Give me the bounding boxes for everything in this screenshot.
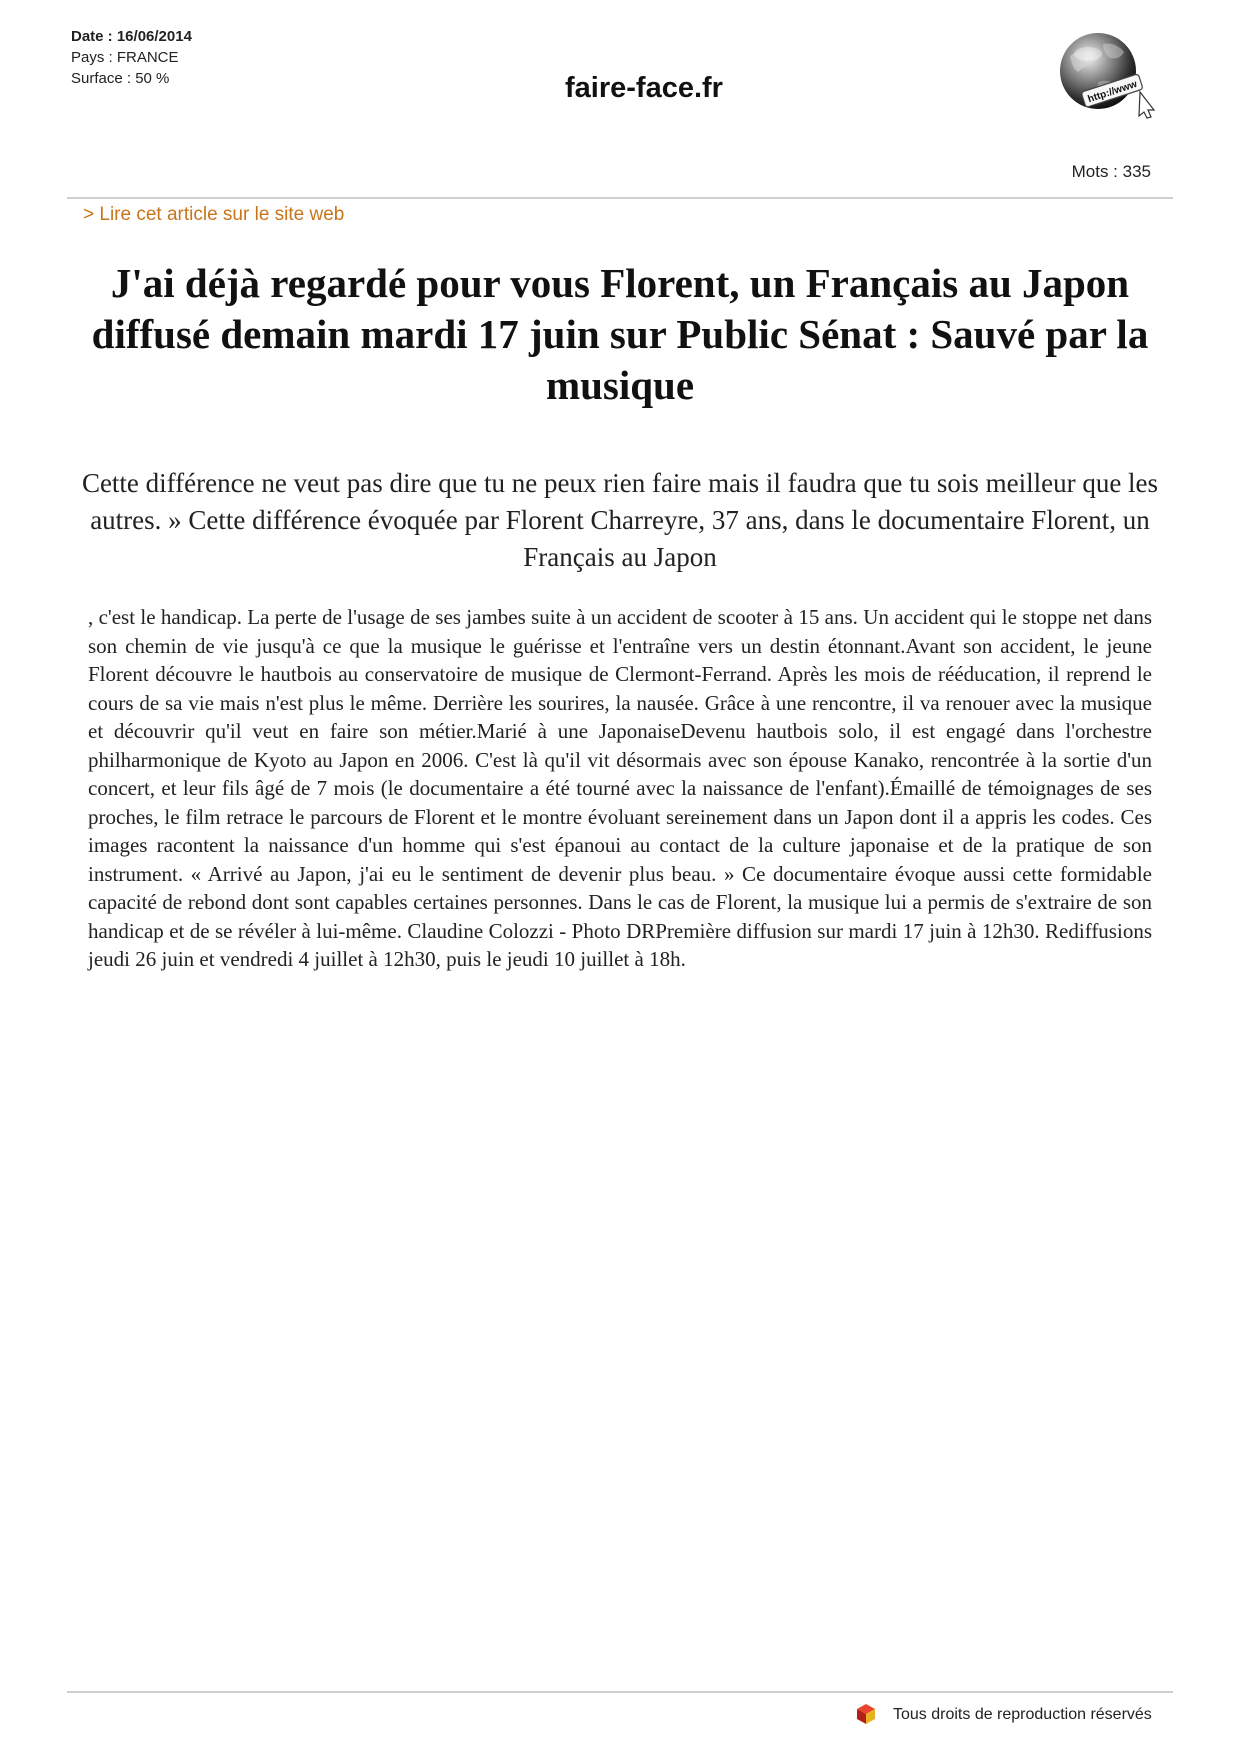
header-divider [67,197,1173,199]
word-count: Mots : 335 [1071,162,1151,181]
country-label: Pays : FRANCE [71,49,179,66]
article-body: , c'est le handicap. La perte de l'usage de ses jambes suite à un accident de scooter à 15 ans. Un accident qui le stoppe net dans son chemin de vie jusqu'à ce que la musique le guérisse et l'entraîne vers un destin étonnant.Avant son accident, le jeune Florent découvre le hautbois au conservatoire de musique de Clermont-Ferrand. Après les mois de rééducation, il reprend le cours de sa vie mais n'est plus le même. Derrière les sourires, la nausée. Grâce à une rencontre, il va renouer avec la musique et découvrir qu'il veut en faire son métier.Marié à une JaponaiseDevenu hautbois solo, il est engagé dans l'orchestre philharmonique de Kyoto au Japon en 2006. C'est là qu'il vit désormais avec son épouse Kanako, rencontrée à la sortie d'un concert, et leur fils âgé de 7 mois (le documentaire a été tourné avec la naissance de l'enfant).Émaillé de témoignages de ses proches, le film retrace le parcours de Florent et le montre évoluant sereinement dans un Japon dont il a appris les codes. Ces images racontent la naissance d'un homme qui s'est épanoui au contact de la culture japonaise et de la pratique de son instrument. « Arrivé au Japon, j'ai eu le sentiment de devenir plus beau. » Ce documentaire évoque aussi cette formidable capacité de rebond dont sont capables certaines personnes. Dans le cas de Florent, la musique lui a permis de s'extraire de son handicap et de se révéler à lui-même. Claudine Colozzi - Photo DRPremière diffusion sur mardi 17 juin à 12h30. Rediffusions jeudi 26 juin et vendredi 4 juillet à 12h30, puis le jeudi 10 juillet à 18h. [88,605,1152,971]
logo-text: http://www [1086,78,1139,106]
copyright-notice: Tous droits de reproduction réservés [893,1706,1152,1723]
footer-divider [67,1691,1173,1693]
read-on-website-link[interactable]: > Lire cet article sur le site web [83,204,345,225]
article-title: J'ai déjà regardé pour vous Florent, un Français au Japon diffusé demain mardi 17 juin sur Public Sénat : Sauvé par la musique [91,260,1149,408]
globe-www-icon [1048,26,1164,120]
source-site-name: faire-face.fr [565,72,723,104]
cube-icon [855,1703,877,1725]
date-label: Date : 16/06/2014 [71,28,192,45]
article-lead: Cette différence ne veut pas dire que tu ne peux rien faire mais il faudra que tu sois meilleur que les autres. » Cette différence évoquée par Florent Charreyre, 37 ans, dans le documentaire Florent, un Français au Japon [81,468,1159,572]
surface-label: Surface : 50 % [71,70,170,87]
